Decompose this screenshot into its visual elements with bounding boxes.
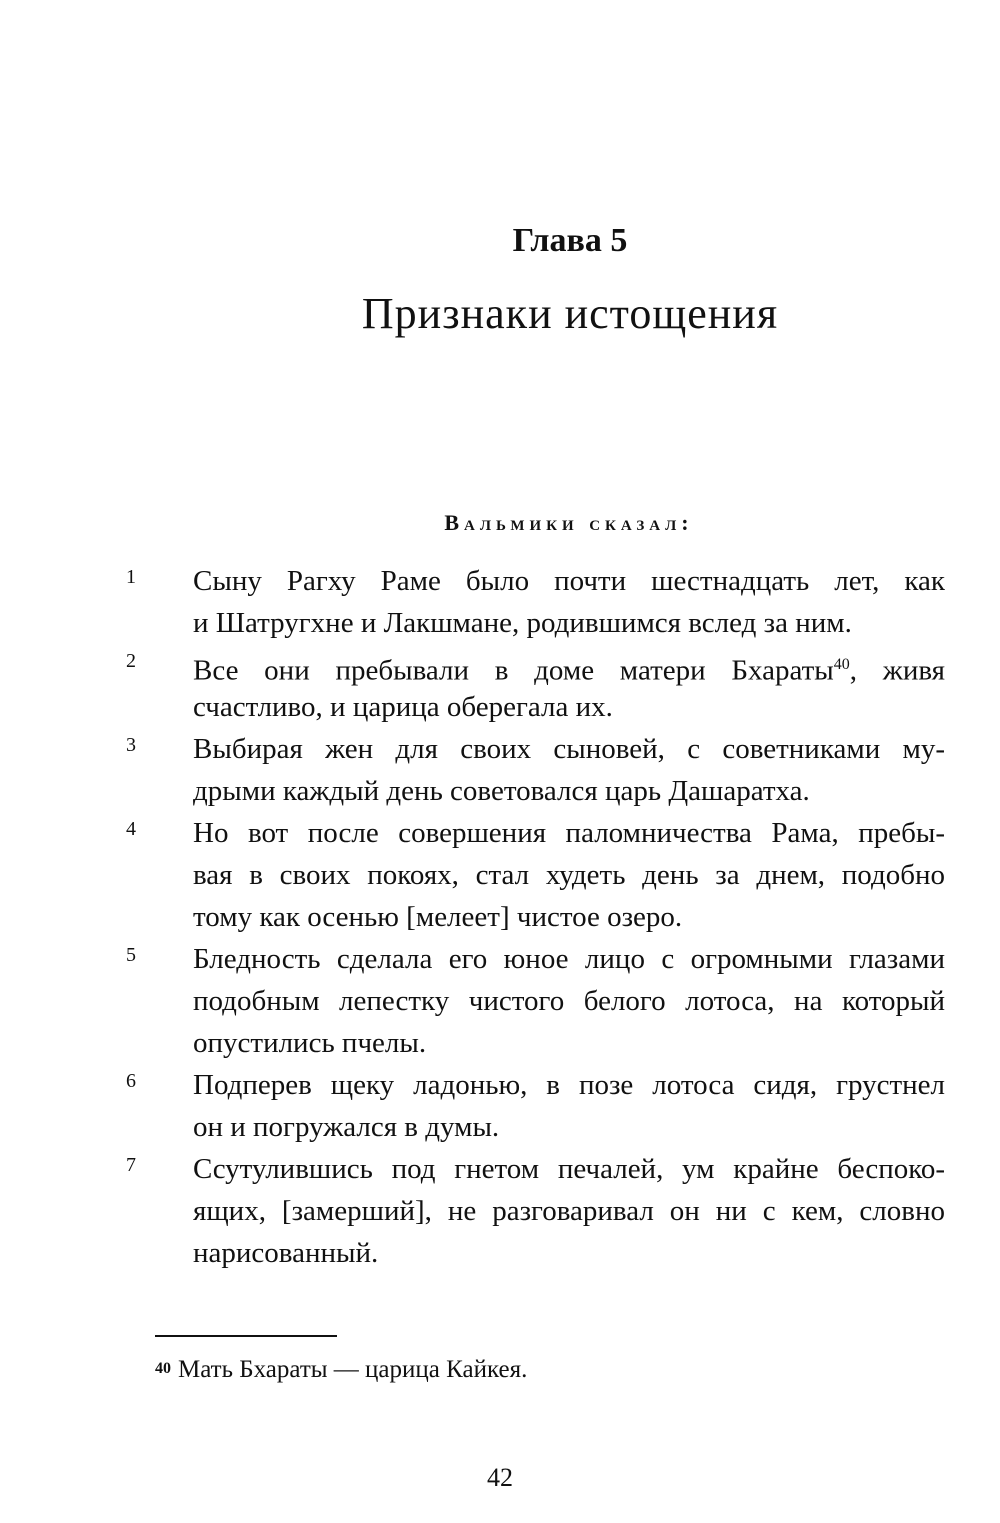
- chapter-number: Глава 5: [512, 222, 628, 259]
- verse-line: ящих, [замерший], не разговаривал он ни с кем, словно: [193, 1195, 945, 1227]
- verse-line: Выбирая жен для своих сыновей, с советниками му-: [193, 733, 945, 765]
- verse: [0, 644, 1000, 728]
- verse-line: опустились пчелы.: [193, 1027, 427, 1059]
- footnote-divider: [155, 1335, 337, 1337]
- verse-line: он и погружался в думы.: [193, 1111, 500, 1143]
- verse-line: нарисованный.: [193, 1237, 379, 1269]
- verse-line: Ссутулившись под гнетом печалей, ум крайне беспоко-: [193, 1153, 945, 1185]
- verse: [0, 728, 1000, 812]
- verse-number: 4: [126, 818, 136, 840]
- verse-number: 5: [126, 944, 136, 966]
- footnote-number: 40: [155, 1360, 171, 1377]
- verse-text: Все они пребывали в доме матери Бхараты: [193, 654, 834, 687]
- verse: [0, 938, 1000, 1064]
- verse-line: дрыми каждый день советовался царь Дашаратха.: [193, 775, 810, 807]
- verse-line: тому как осенью [мелеет] чистое озеро.: [193, 901, 683, 933]
- verse-number: 7: [126, 1154, 136, 1176]
- verse-line: Бледность сделала его юное лицо с огромными глазами: [193, 943, 945, 975]
- footnote-text: Мать Бхараты — царица Кайкея.: [178, 1356, 528, 1383]
- verse-number: 6: [126, 1070, 136, 1092]
- verse-line: подобным лепестку чистого белого лотоса, на который: [193, 985, 945, 1017]
- verse: [0, 1148, 1000, 1274]
- verse-line: Сыну Рагху Раме было почти шестнадцать лет, как: [193, 565, 945, 597]
- verse-line: Но вот после совершения паломничества Рама, пребы-: [193, 817, 945, 849]
- verse-number: 3: [126, 734, 136, 756]
- verses: [0, 560, 1000, 1274]
- page-number: 42: [487, 1463, 513, 1492]
- verse: [0, 1064, 1000, 1148]
- verse-number: 1: [126, 566, 136, 588]
- verse-line: счастливо, и царица оберегала их.: [193, 691, 613, 723]
- verse-number: 2: [126, 650, 136, 672]
- speaker-heading: Вальмики сказал:: [444, 510, 694, 535]
- footnote-ref[interactable]: 40: [833, 656, 850, 673]
- verse-line: вая в своих покоях, стал худеть день за днем, подобно: [193, 859, 945, 891]
- verse-line: [193, 644, 945, 686]
- verse: [0, 560, 1000, 644]
- verse-text: , живя: [849, 654, 945, 687]
- verse-line: Подперев щеку ладонью, в позе лотоса сидя, грустнел: [193, 1069, 945, 1101]
- verse-line: и Шатругхне и Лакшмане, родившимся вслед за ним.: [193, 607, 852, 639]
- verse: [0, 812, 1000, 938]
- chapter-title: Признаки истощения: [361, 289, 779, 338]
